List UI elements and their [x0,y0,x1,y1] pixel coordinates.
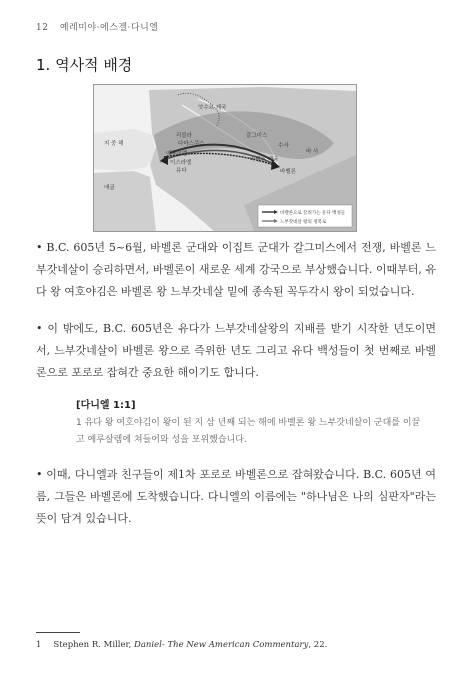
running-title: 예레미야·에스겔·다니엘 [59,23,159,33]
paragraph-battle-of-carchemish: • B.C. 605년 5~6월, 바벨론 군대와 이집트 군대가 갈그미스에서 전쟁, 바벨론 느부갓네살이 승리하면서, 바벨론이 새로운 세계 강국으로 부상했습니다. 이때부터, 유다 왕 여호야김은 바벨론 왕 느부갓네살 밑에 종속된 꼭두각시 왕이 되었습니다. [36,241,436,298]
map-label-persia: 바 사 [306,149,319,155]
map-label-carchemish: 갈그미스 [246,133,268,139]
footnote-title: Daniel- The New American Commentary [134,640,309,650]
historical-map [93,84,357,232]
egypt-land [94,171,156,231]
paragraph-daniel-exile: • 이때, 다니엘과 친구들이 제1차 포로로 바벨론으로 잡혀왔습니다. B.C. 605년 여름, 그들은 바벨론에 도착했습니다. 다니엘의 이름에는 "하나님은 나의 심판자"라는 뜻이 담겨 있습니다. [36,468,436,525]
map-label-jerusalem: 예루살렘 [166,151,188,157]
paragraph-605bc-significance: • 이 밖에도, B.C. 605년은 유다가 느부갓네살왕의 지배를 받기 시작한 년도이면서, 느부갓네살이 바벨론 왕으로 즉위한 년도 그리고 유다 백성들이 첫 번째로 바벨론으로 포로로 잡혀간 중요한 해이기도 합니다. [36,322,436,379]
map-svg [94,85,356,231]
map-label-mediterranean: 지 중 해 [104,141,124,147]
footnote-divider [36,632,80,633]
footnote [36,640,327,650]
footnote-page: , 22. [308,640,328,650]
legend-exile-label: 바벨론으로 끌려가는 유다 백성들 [280,211,346,216]
quote-reference: [다니엘 1:1] [76,400,136,411]
map-label-egypt: 애굽 [104,185,115,191]
mediterranean-sea [94,129,156,171]
section-title: 1. 역사적 배경 [36,56,133,75]
page-number: 12 [36,23,49,33]
map-label-riblah: 리블라 [176,133,192,139]
map-label-judah: 유다 [176,168,187,174]
running-header [36,20,159,33]
map-label-assyria: 앗수르 제국 [198,105,227,111]
scripture-quote [76,396,426,449]
map-label-susa: 수사 [278,143,289,149]
footnote-number: 1 [36,640,42,650]
footnote-author: Stephen R. Miller, [53,640,135,650]
map-label-damascus: 다마스쿠스 [178,141,205,147]
quote-text: 1 유다 왕 여호야김이 왕이 된 지 삼 년째 되는 해에 바벨론 왕 느부갓네살이 군대를 이끌고 예루살렘에 쳐들어와 성을 포위했습니다. [76,418,421,445]
map-label-babylon: 바벨론 [280,169,296,175]
map-label-israel: 이스라엘 [170,160,192,166]
legend-conquest-label: 느부갓네살 왕의 정복로 [280,220,327,225]
map-label-babylon-empire: 바벨론 제국 [250,157,279,163]
